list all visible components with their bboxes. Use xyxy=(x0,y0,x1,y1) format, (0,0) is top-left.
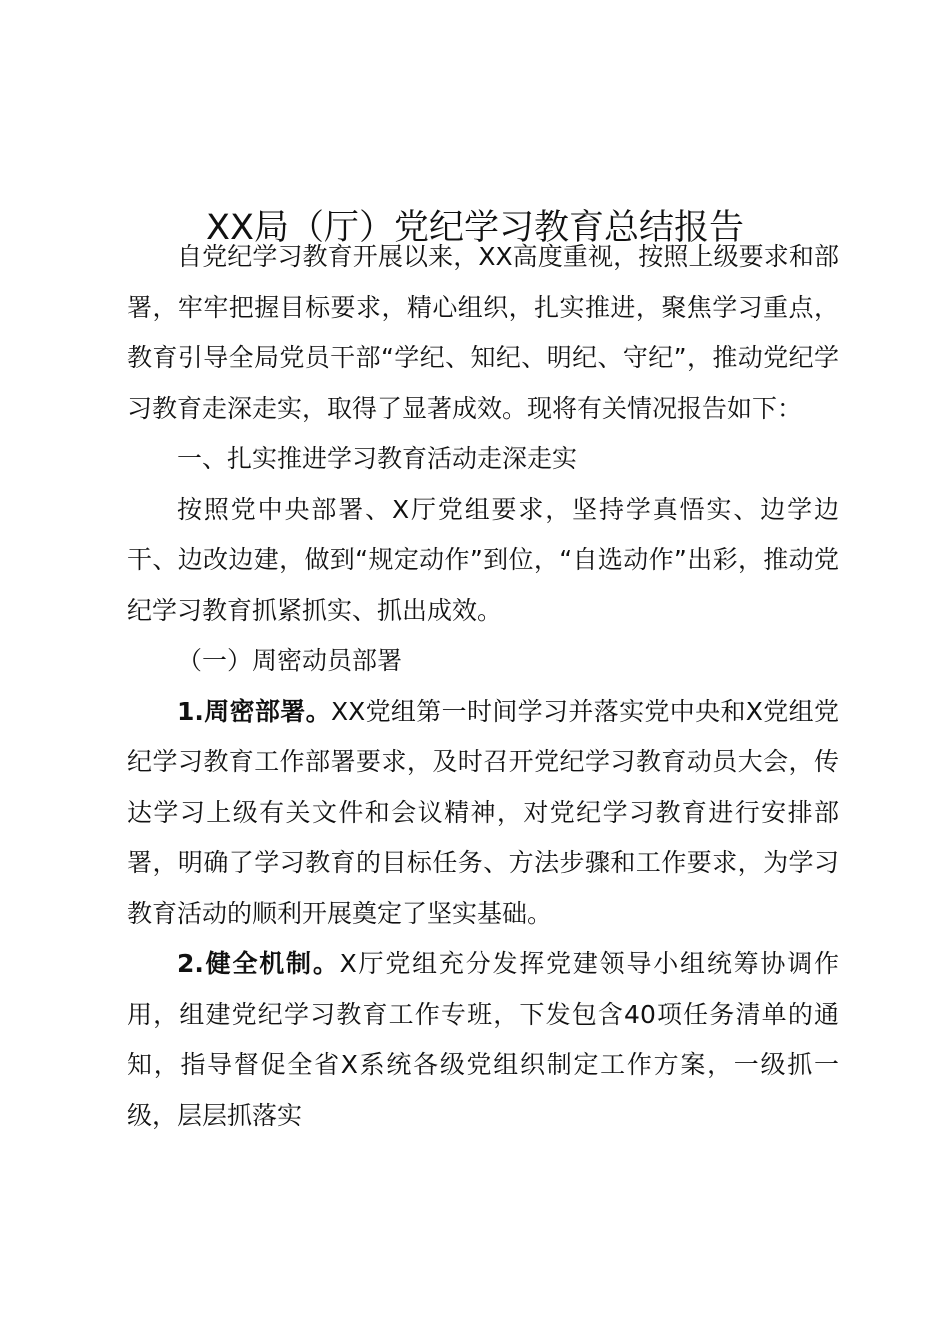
item-text-2: X厅党组充分发挥党建领导小组统筹协调作用，组建党纪学习教育工作专班，下发包含40项任务清单的通知，指导督促全省X系统各级党组织制定工作方案，一级抓一级，层层抓落实 xyxy=(127,949,839,1130)
item-paragraph-1 xyxy=(127,687,839,940)
item-paragraph-2 xyxy=(127,939,839,1141)
document-body xyxy=(127,232,839,1141)
section-paragraph-1: 按照党中央部署、X厅党组要求，坚持学真悟实、边学边干、边改边建，做到“规定动作”到位，“自选动作”出彩，推动党纪学习教育抓紧抓实、抓出成效。 xyxy=(127,494,839,625)
document-title: XX局（厅）党纪学习教育总结报告 xyxy=(206,208,744,249)
subsection-heading-1: （一）周密动员部署 xyxy=(177,646,403,675)
item-label-1: 1.周密部署。 xyxy=(177,696,331,726)
item-text-1: XX党组第一时间学习并落实党中央和X党组党纪学习教育工作部署要求，及时召开党纪学习教育动员大会，传达学习上级有关文件和会议精神，对党纪学习教育进行安排部署，明确了学习教育的目标任务、方法步骤和工作要求，为学习教育活动的顺利开展奠定了坚实基础。 xyxy=(127,696,839,928)
section-heading-1: 一、扎实推进学习教育活动走深走实 xyxy=(177,444,578,473)
item-label-2: 2.健全机制。 xyxy=(177,949,340,978)
intro-paragraph: 自党纪学习教育开展以来，XX高度重视，按照上级要求和部署，牢牢把握目标要求，精心组织，扎实推进，聚焦学习重点，教育引导全局党员干部“学纪、知纪、明纪、守纪”，推动党纪学习教育走深走实，取得了显著成效。现将有关情况报告如下： xyxy=(127,242,839,423)
